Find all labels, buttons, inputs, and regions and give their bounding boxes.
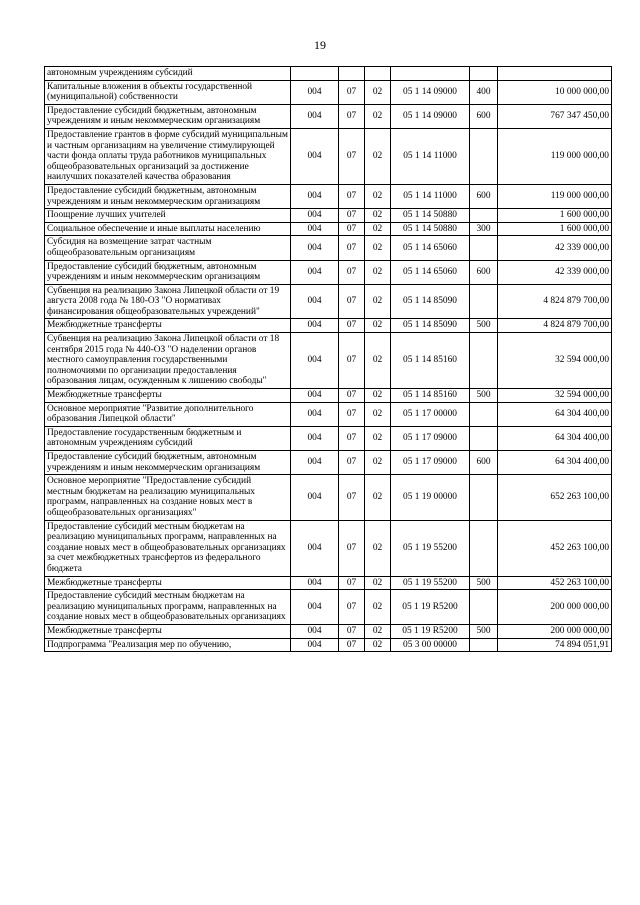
row-expense-type-cell (470, 475, 498, 520)
row-amount-cell: 74 894 051,91 (498, 638, 612, 652)
row-target-article-cell: 05 1 14 50880 (391, 222, 470, 236)
row-amount-cell: 200 000 000,00 (498, 624, 612, 638)
table-row (45, 475, 612, 520)
row-amount-cell: 652 263 100,00 (498, 475, 612, 520)
row-amount-cell: 1 600 000,00 (498, 222, 612, 236)
table-row (45, 128, 612, 184)
row-section-cell: 07 (339, 389, 365, 403)
row-section-cell: 07 (339, 520, 365, 576)
row-amount-cell: 32 594 000,00 (498, 333, 612, 389)
row-expense-type-cell (470, 209, 498, 223)
row-amount-cell: 200 000 000,00 (498, 590, 612, 625)
table-row (45, 402, 612, 426)
row-expense-type-cell (470, 426, 498, 450)
table-row (45, 426, 612, 450)
row-section-cell: 07 (339, 624, 365, 638)
row-section-cell: 07 (339, 284, 365, 319)
row-subsection-cell: 02 (365, 80, 391, 104)
table-row (45, 67, 612, 81)
row-subsection-cell: 02 (365, 184, 391, 208)
row-target-article-cell: 05 1 14 85160 (391, 389, 470, 403)
row-expense-type-cell (470, 333, 498, 389)
row-target-article-cell: 05 1 14 09000 (391, 80, 470, 104)
row-admin-code-cell: 004 (291, 520, 339, 576)
row-subsection-cell: 02 (365, 389, 391, 403)
row-section-cell: 07 (339, 451, 365, 475)
budget-table (44, 66, 612, 652)
row-expense-type-cell: 500 (470, 624, 498, 638)
row-expense-type-cell: 300 (470, 222, 498, 236)
row-subsection-cell: 02 (365, 590, 391, 625)
row-name-cell: Межбюджетные трансферты (45, 624, 291, 638)
table-row (45, 389, 612, 403)
row-target-article-cell (391, 67, 470, 81)
table-row (45, 209, 612, 223)
table-row (45, 638, 612, 652)
row-subsection-cell: 02 (365, 236, 391, 260)
row-target-article-cell: 05 1 19 55200 (391, 576, 470, 590)
row-target-article-cell: 05 1 19 00000 (391, 475, 470, 520)
row-subsection-cell: 02 (365, 104, 391, 128)
row-name-cell: Предоставление грантов в форме субсидий муниципальным и частным организациям на увеличение стимулирующей части фонда оплаты труда работников муниципальных общеобразовательных организаций за достижение наилучших показателей качества образования (45, 128, 291, 184)
row-name-cell: Социальное обеспечение и иные выплаты населению (45, 222, 291, 236)
row-target-article-cell: 05 1 14 11000 (391, 128, 470, 184)
row-amount-cell: 1 600 000,00 (498, 209, 612, 223)
row-section-cell (339, 67, 365, 81)
table-row (45, 236, 612, 260)
table-row (45, 222, 612, 236)
row-section-cell: 07 (339, 426, 365, 450)
row-admin-code-cell: 004 (291, 104, 339, 128)
table-row (45, 333, 612, 389)
row-subsection-cell: 02 (365, 319, 391, 333)
row-admin-code-cell: 004 (291, 222, 339, 236)
row-expense-type-cell: 500 (470, 389, 498, 403)
row-amount-cell: 10 000 000,00 (498, 80, 612, 104)
row-name-cell: Основное мероприятие "Развитие дополнительного образования Липецкой области" (45, 402, 291, 426)
row-admin-code-cell: 004 (291, 284, 339, 319)
row-amount-cell: 64 304 400,00 (498, 426, 612, 450)
row-admin-code-cell: 004 (291, 475, 339, 520)
row-admin-code-cell: 004 (291, 389, 339, 403)
row-admin-code-cell: 004 (291, 236, 339, 260)
row-admin-code-cell: 004 (291, 319, 339, 333)
table-row (45, 104, 612, 128)
row-section-cell: 07 (339, 184, 365, 208)
row-expense-type-cell (470, 67, 498, 81)
row-section-cell: 07 (339, 209, 365, 223)
row-amount-cell: 32 594 000,00 (498, 389, 612, 403)
row-section-cell: 07 (339, 260, 365, 284)
table-row (45, 284, 612, 319)
row-amount-cell: 452 263 100,00 (498, 520, 612, 576)
row-amount-cell: 119 000 000,00 (498, 128, 612, 184)
row-subsection-cell: 02 (365, 475, 391, 520)
row-name-cell: Предоставление субсидий местным бюджетам на реализацию муниципальных программ, направленных на создание новых мест в общеобразовательных организациях (45, 590, 291, 625)
row-name-cell: Субвенция на реализацию Закона Липецкой области от 18 сентября 2015 года № 440-ОЗ "О наделении органов местного самоуправления государственными полномочиями по организации предоставления образования лицам, осужденным к лишению свободы" (45, 333, 291, 389)
row-admin-code-cell: 004 (291, 638, 339, 652)
row-subsection-cell: 02 (365, 402, 391, 426)
row-target-article-cell: 05 1 14 65060 (391, 236, 470, 260)
row-amount-cell: 4 824 879 700,00 (498, 319, 612, 333)
row-section-cell: 07 (339, 319, 365, 333)
row-target-article-cell: 05 1 19 55200 (391, 520, 470, 576)
table-row (45, 260, 612, 284)
row-subsection-cell: 02 (365, 260, 391, 284)
row-name-cell: Предоставление государственным бюджетным и автономным учреждениям субсидий (45, 426, 291, 450)
row-target-article-cell: 05 1 14 11000 (391, 184, 470, 208)
row-target-article-cell: 05 1 14 85090 (391, 319, 470, 333)
table-row (45, 451, 612, 475)
row-section-cell: 07 (339, 222, 365, 236)
row-subsection-cell: 02 (365, 333, 391, 389)
table-row (45, 624, 612, 638)
row-admin-code-cell: 004 (291, 128, 339, 184)
row-name-cell: Межбюджетные трансферты (45, 319, 291, 333)
row-name-cell: Межбюджетные трансферты (45, 576, 291, 590)
table-row (45, 520, 612, 576)
row-expense-type-cell (470, 520, 498, 576)
row-expense-type-cell (470, 590, 498, 625)
row-target-article-cell: 05 1 14 85090 (391, 284, 470, 319)
row-expense-type-cell (470, 128, 498, 184)
row-expense-type-cell: 600 (470, 260, 498, 284)
row-admin-code-cell: 004 (291, 184, 339, 208)
row-admin-code-cell: 004 (291, 576, 339, 590)
row-amount-cell (498, 67, 612, 81)
row-target-article-cell: 05 1 14 65060 (391, 260, 470, 284)
row-section-cell: 07 (339, 638, 365, 652)
row-name-cell: автономным учреждениям субсидий (45, 67, 291, 81)
row-amount-cell: 4 824 879 700,00 (498, 284, 612, 319)
row-target-article-cell: 05 1 19 R5200 (391, 590, 470, 625)
row-admin-code-cell: 004 (291, 260, 339, 284)
row-section-cell: 07 (339, 576, 365, 590)
row-subsection-cell: 02 (365, 284, 391, 319)
row-target-article-cell: 05 1 17 00000 (391, 402, 470, 426)
row-section-cell: 07 (339, 333, 365, 389)
table-row (45, 576, 612, 590)
row-section-cell: 07 (339, 128, 365, 184)
row-name-cell: Предоставление субсидий бюджетным, автономным учреждениям и иным некоммерческим организациям (45, 451, 291, 475)
row-admin-code-cell (291, 67, 339, 81)
table-row (45, 184, 612, 208)
row-name-cell: Субвенция на реализацию Закона Липецкой области от 19 августа 2008 года № 180-ОЗ "О нормативах финансирования общеобразовательных учреждений" (45, 284, 291, 319)
row-admin-code-cell: 004 (291, 426, 339, 450)
row-name-cell: Предоставление субсидий местным бюджетам на реализацию муниципальных программ, направленных на создание новых мест в общеобразовательных организациях за счет межбюджетных трансфертов из федерального бюджета (45, 520, 291, 576)
row-expense-type-cell: 500 (470, 576, 498, 590)
row-name-cell: Субсидия на возмещение затрат частным общеобразовательным организациям (45, 236, 291, 260)
table-row (45, 80, 612, 104)
row-name-cell: Предоставление субсидий бюджетным, автономным учреждениям и иным некоммерческим организациям (45, 104, 291, 128)
row-section-cell: 07 (339, 104, 365, 128)
row-subsection-cell: 02 (365, 638, 391, 652)
row-section-cell: 07 (339, 590, 365, 625)
row-admin-code-cell: 004 (291, 590, 339, 625)
row-subsection-cell: 02 (365, 222, 391, 236)
row-name-cell: Подпрограмма "Реализация мер по обучению, (45, 638, 291, 652)
row-subsection-cell: 02 (365, 209, 391, 223)
row-expense-type-cell (470, 402, 498, 426)
row-subsection-cell: 02 (365, 426, 391, 450)
row-admin-code-cell: 004 (291, 80, 339, 104)
row-expense-type-cell (470, 236, 498, 260)
row-subsection-cell: 02 (365, 520, 391, 576)
row-amount-cell: 119 000 000,00 (498, 184, 612, 208)
row-amount-cell: 64 304 400,00 (498, 451, 612, 475)
row-expense-type-cell (470, 284, 498, 319)
row-amount-cell: 42 339 000,00 (498, 260, 612, 284)
row-section-cell: 07 (339, 80, 365, 104)
row-name-cell: Основное мероприятие "Предоставление субсидий местным бюджетам на реализацию муниципальных программ, направленных на создание новых мест в общеобразовательных организациях" (45, 475, 291, 520)
row-expense-type-cell: 600 (470, 451, 498, 475)
row-subsection-cell: 02 (365, 451, 391, 475)
row-amount-cell: 452 263 100,00 (498, 576, 612, 590)
row-amount-cell: 42 339 000,00 (498, 236, 612, 260)
row-target-article-cell: 05 1 14 09000 (391, 104, 470, 128)
row-expense-type-cell: 600 (470, 184, 498, 208)
row-admin-code-cell: 004 (291, 451, 339, 475)
row-section-cell: 07 (339, 402, 365, 426)
row-section-cell: 07 (339, 475, 365, 520)
row-name-cell: Капитальные вложения в объекты государственной (муниципальной) собственности (45, 80, 291, 104)
row-section-cell: 07 (339, 236, 365, 260)
row-target-article-cell: 05 1 14 50880 (391, 209, 470, 223)
row-expense-type-cell (470, 638, 498, 652)
row-name-cell: Поощрение лучших учителей (45, 209, 291, 223)
row-target-article-cell: 05 1 14 85160 (391, 333, 470, 389)
table-row (45, 319, 612, 333)
row-target-article-cell: 05 1 19 R5200 (391, 624, 470, 638)
row-subsection-cell: 02 (365, 576, 391, 590)
row-amount-cell: 767 347 450,00 (498, 104, 612, 128)
row-target-article-cell: 05 1 17 09000 (391, 451, 470, 475)
row-expense-type-cell: 500 (470, 319, 498, 333)
row-name-cell: Предоставление субсидий бюджетным, автономным учреждениям и иным некоммерческим организациям (45, 260, 291, 284)
table-row (45, 590, 612, 625)
row-subsection-cell: 02 (365, 128, 391, 184)
row-admin-code-cell: 004 (291, 333, 339, 389)
row-target-article-cell: 05 1 17 09000 (391, 426, 470, 450)
row-expense-type-cell: 600 (470, 104, 498, 128)
row-subsection-cell (365, 67, 391, 81)
row-name-cell: Предоставление субсидий бюджетным, автономным учреждениям и иным некоммерческим организациям (45, 184, 291, 208)
row-amount-cell: 64 304 400,00 (498, 402, 612, 426)
row-subsection-cell: 02 (365, 624, 391, 638)
row-target-article-cell: 05 3 00 00000 (391, 638, 470, 652)
page-number: 19 (314, 38, 326, 52)
row-admin-code-cell: 004 (291, 402, 339, 426)
row-admin-code-cell: 004 (291, 209, 339, 223)
row-admin-code-cell: 004 (291, 624, 339, 638)
row-expense-type-cell: 400 (470, 80, 498, 104)
row-name-cell: Межбюджетные трансферты (45, 389, 291, 403)
